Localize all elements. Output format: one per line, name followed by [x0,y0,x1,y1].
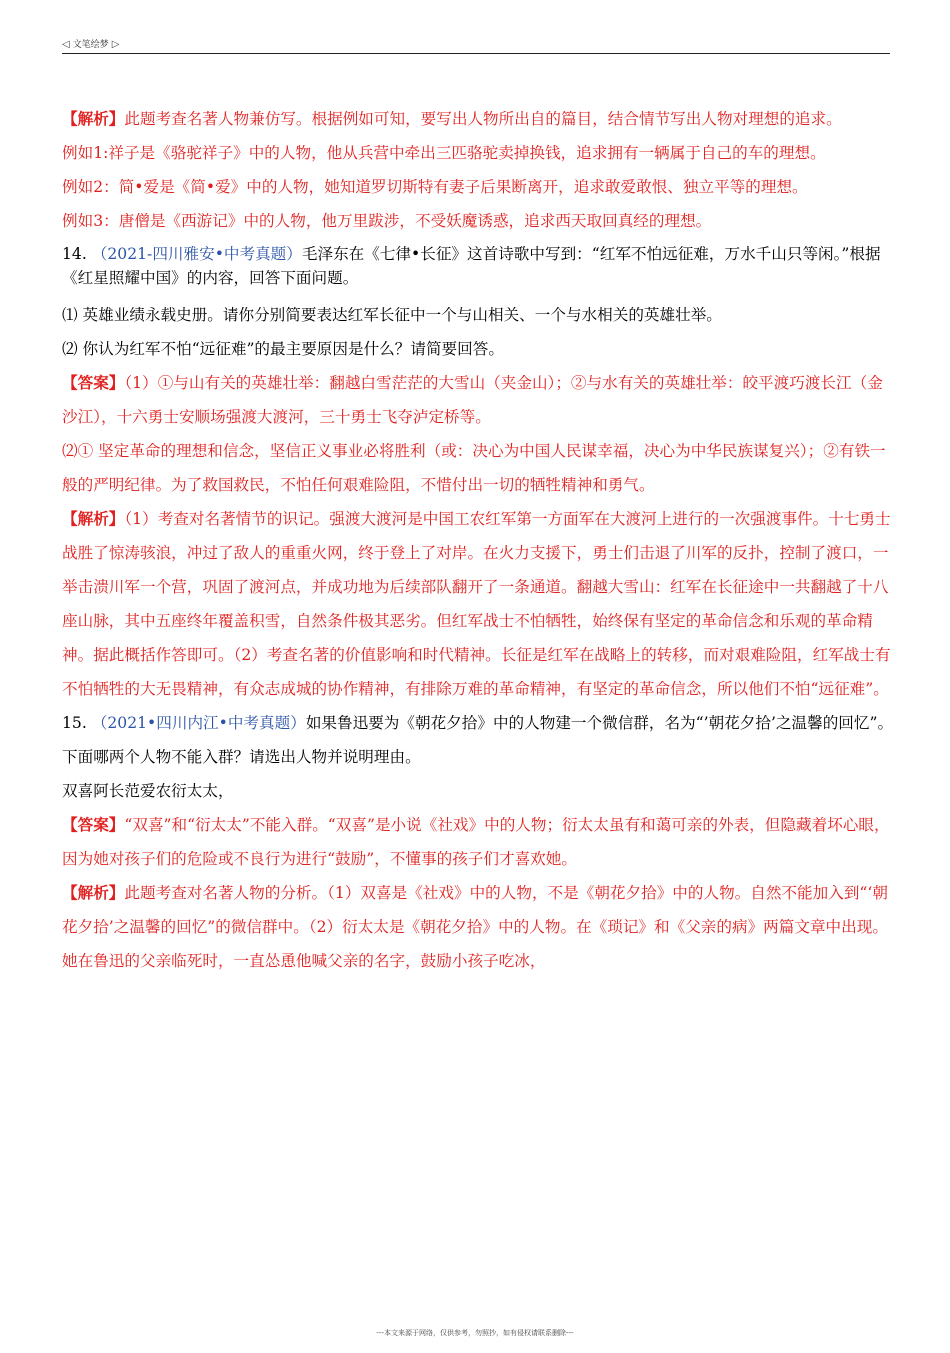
example-2: 例如2：简•爱是《简•爱》中的人物，她知道罗切斯特有妻子后果断离开，追求敢爱敢恨、独立平等的理想。 [62,178,808,196]
answer-q15 [62,808,897,876]
question-14-part-2: ⑵ 你认为红军不怕“远征难”的最主要原因是什么？请简要回答。 [62,340,504,358]
analysis-q15 [62,876,897,978]
answer-q14-part-1 [62,366,897,434]
question-source: （2021-四川雅安•中考真题） [91,245,302,263]
example-3: 例如3：唐僧是《西游记》中的人物，他万里跋涉，不受妖魔诱惑，追求西天取回真经的理想。 [62,212,712,230]
question-14-part-1: ⑴ 英雄业绩永载史册。请你分别简要表达红军长征中一个与山相关、一个与水相关的英雄壮举。 [62,306,722,324]
question-text: 毛泽东在《七律•长征》这首诗歌中写到：“红军不怕远征难，万水千山只等闲。”根据《红星照耀中国》的内容，回答下面问题。 [62,245,881,287]
question-source: （2021•四川内江•中考真题） [91,714,306,732]
question-14 [62,242,897,290]
question-15 [62,706,897,774]
left-triangle-icon: ◁ [62,39,70,50]
answer-tag: 【答案】 [62,373,125,392]
analysis-q13 [62,102,897,136]
analysis-tag: 【解析】 [62,109,125,128]
page-footer: ---本文来源于网络，仅供参考，勿照抄，如有侵权请联系删除--- [376,1329,574,1337]
analysis-text: 此题考查名著人物兼仿写。根据例如可知，要写出人物所出自的篇目，结合情节写出人物对理想的追求。 [124,110,842,128]
question-number: 14. [62,245,87,263]
right-triangle-icon: ▷ [111,39,120,50]
analysis-tag: 【解析】 [62,883,125,902]
question-number: 15. [62,714,87,732]
answer-text: “双喜”和“衍太太”不能入群。“双喜”是小说《社戏》中的人物；衍太太虽有和蔼可亲的外表，但隐藏着坏心眼，因为她对孩子们的危险或不良行为进行“鼓励”，不懂事的孩子们才喜欢她。 [62,816,890,868]
question-text: 如果鲁迅要为《朝花夕拾》中的人物建一个微信群，名为“’朝花夕拾’之温馨的回忆”。下面哪两个人物不能入群？请选出人物并说明理由。 [62,714,894,766]
header-brand: 文笔绘梦 [72,40,109,50]
analysis-tag: 【解析】 [62,509,125,528]
answer-q14-part-2: ⑵① 坚定革命的理想和信念，坚信正义事业必将胜利（或：决心为中国人民谋幸福，决心为中华民族谋复兴）；②有铁一般的严明纪律。为了救国救民，不怕任何艰难险阻，不惜付出一切的牺牲精神和勇气。 [62,442,886,494]
answer-text: （1）①与山有关的英雄壮举：翻越白雪茫茫的大雪山（夹金山）；②与水有关的英雄壮举：皎平渡巧渡长江（金沙江），十六勇士安顺场强渡大渡河，三十勇士飞夺泸定桥等。 [62,374,883,426]
example-1: 例如1:祥子是《骆驼祥子》中的人物，他从兵营中牵出三匹骆驼卖掉换钱，追求拥有一辆属于自己的车的理想。 [62,144,826,162]
answer-tag: 【答案】 [62,815,125,834]
analysis-text: （1）考查对名著情节的识记。强渡大渡河是中国工农红军第一方面军在大渡河上进行的一次强渡事件。十七勇士战胜了惊涛骇浪，冲过了敌人的重重火网，终于登上了对岸。在火力支援下，勇士们击退了川军的反扑，控制了渡口，一举击溃川军一个营，巩固了渡河点，并成功地为后续部队翻开了一条通道。翻越大雪山：红军在长征途中一共翻越了十八座山脉，其中五座终年覆盖积雪，自然条件极其恶劣。但红军战士不怕牺牲，始终保有坚定的革命信念和乐观的革命精神。据此概括作答即可。（2）考查名著的价值影响和时代精神。长征是红军在战略上的转移，而对艰难险阻，红军战士有不怕牺牲的大无畏精神，有众志成城的协作精神，有排除万难的革命精神，有坚定的革命信念，所以他们不怕“远征难”。 [62,510,891,698]
question-15-options: 双喜阿长范爱农衍太太， [62,782,234,800]
analysis-q14 [62,502,897,706]
page-header [62,37,890,54]
document-body [62,102,897,978]
analysis-text: 此题考查对名著人物的分析。（1）双喜是《社戏》中的人物，不是《朝花夕拾》中的人物。自然不能加入到“‘朝花夕拾’之温馨的回忆”的微信群中。（2）衍太太是《朝花夕拾》中的人物。在《琐记》和《父亲的病》两篇文章中出现。她在鲁迅的父亲临死时，一直怂恿他喊父亲的名字，鼓励小孩子吃冰， [62,884,888,970]
